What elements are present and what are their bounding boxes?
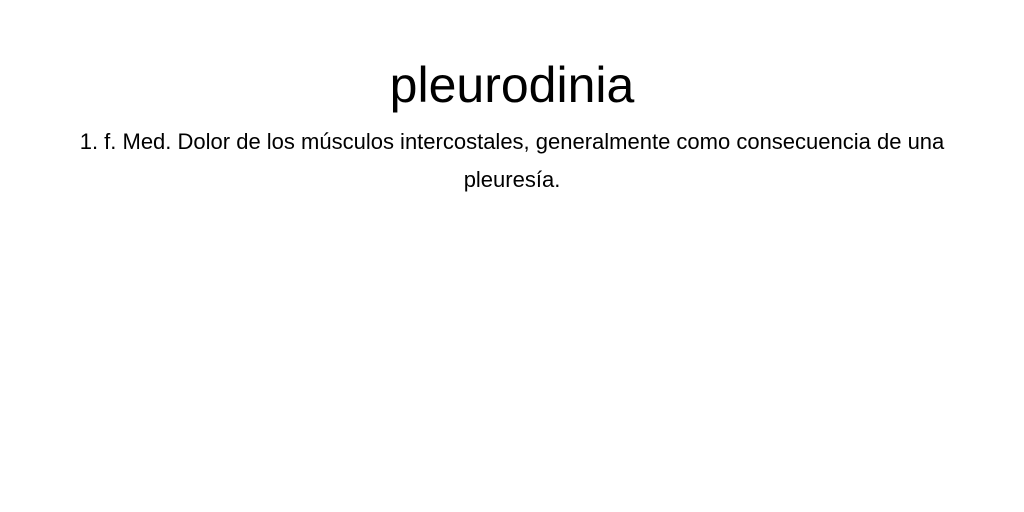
entry-definition: 1. f. Med. Dolor de los músculos intercostales, generalmente como consecuencia de una pleuresía.: [79, 129, 945, 192]
entry-term: pleurodinia: [389, 57, 635, 113]
